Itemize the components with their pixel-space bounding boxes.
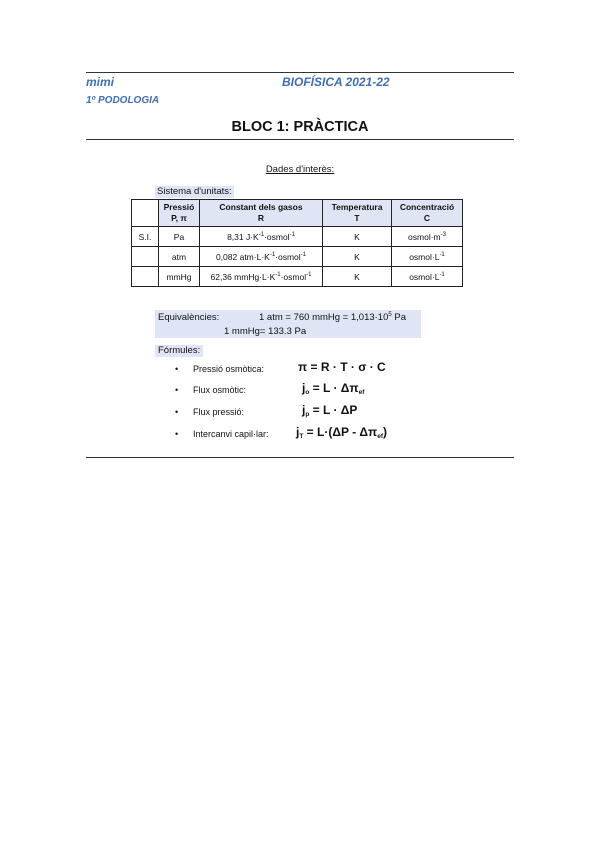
bullet: • bbox=[175, 407, 179, 417]
value-text: ·osmol bbox=[275, 251, 301, 262]
equivalences-label: Equivalències: bbox=[158, 312, 220, 323]
formula-label-osmotic-pressure: Pressió osmòtica: bbox=[193, 364, 265, 374]
value-text: 0,082 atm·L·K bbox=[215, 251, 270, 262]
page-title: BLOC 1: PRÀCTICA bbox=[231, 119, 369, 135]
formula-label-pressure-flux: Flux pressió: bbox=[193, 407, 245, 417]
formula-pressure-flux bbox=[302, 403, 357, 418]
exponent: -1 bbox=[306, 271, 312, 278]
flux-symbol: j bbox=[296, 425, 300, 439]
temperature-cell: K bbox=[323, 247, 392, 267]
value-text: osmol·L bbox=[409, 271, 440, 282]
table-row bbox=[132, 247, 463, 267]
formula-capillary-exchange bbox=[296, 425, 387, 440]
exponent: 5 bbox=[388, 312, 392, 318]
units-table bbox=[131, 199, 463, 287]
bullet: • bbox=[175, 385, 179, 395]
exponent: -1 bbox=[439, 271, 445, 278]
subject-title: BIOFÍSICA 2021-22 bbox=[282, 75, 390, 89]
equation-rhs: = L · Δπ bbox=[309, 381, 359, 395]
column-header-label: Pressió bbox=[163, 202, 195, 212]
flux-symbol: j bbox=[302, 381, 306, 395]
course-label: 1º PODOLOGIA bbox=[86, 95, 160, 106]
flux-subscript: T bbox=[299, 433, 304, 440]
equation-rhs: = L · ΔP bbox=[309, 403, 358, 417]
pressure-cell: mmHg bbox=[159, 267, 200, 287]
author-name: mimi bbox=[86, 75, 115, 89]
bullet: • bbox=[175, 364, 179, 374]
formula-osmotic-pressure: π = R · T · σ · C bbox=[298, 360, 386, 374]
exponent: -1 bbox=[275, 271, 281, 278]
flux-subscript: p bbox=[305, 411, 310, 418]
effective-subscript: ef bbox=[358, 389, 365, 396]
units-label: Sistema d'unitats: bbox=[157, 186, 232, 197]
header-top-rule bbox=[86, 72, 514, 73]
pressure-cell: Pa bbox=[159, 227, 200, 247]
system-cell bbox=[132, 247, 159, 267]
exponent: -1 bbox=[289, 231, 295, 238]
gas-constant-cell bbox=[200, 247, 323, 267]
flux-symbol: j bbox=[302, 403, 306, 417]
temperature-cell: K bbox=[323, 267, 392, 287]
value-text: 8,31 J·K bbox=[227, 231, 259, 242]
formulas-label: Fórmules: bbox=[155, 345, 203, 357]
value-text: osmol·L bbox=[409, 251, 440, 262]
exponent: -3 bbox=[440, 231, 446, 238]
equivalence-text: 1 atm = 760 mmHg = 1,013·10 bbox=[259, 312, 389, 323]
table-row bbox=[132, 267, 463, 287]
column-header-symbol: P, π bbox=[171, 213, 187, 223]
column-header-pressure bbox=[159, 200, 200, 227]
flux-subscript: o bbox=[305, 389, 310, 396]
column-header-gas-constant bbox=[200, 200, 323, 227]
column-header-symbol: C bbox=[423, 213, 431, 223]
exponent: -1 bbox=[300, 251, 307, 258]
concentration-cell bbox=[392, 227, 463, 247]
formula-label-osmotic-flux: Flux osmòtic: bbox=[193, 385, 247, 395]
bottom-rule bbox=[86, 457, 514, 458]
corner-cell bbox=[132, 200, 159, 227]
column-header-symbol: T bbox=[354, 213, 360, 223]
column-header-temperature bbox=[323, 200, 392, 227]
system-cell: S.I. bbox=[132, 227, 159, 247]
pressure-cell: atm bbox=[159, 247, 200, 267]
effective-subscript: ef bbox=[377, 433, 383, 440]
table-row bbox=[132, 227, 463, 247]
system-cell bbox=[132, 267, 159, 287]
equivalence-line-2: 1 mmHg= 133.3 Pa bbox=[224, 326, 307, 337]
equation-rhs: = L·(ΔP - Δπ bbox=[303, 425, 378, 439]
exponent: -1 bbox=[269, 251, 276, 258]
column-header-label: Constant dels gasos bbox=[219, 202, 303, 212]
formula-osmotic-flux bbox=[302, 381, 364, 396]
concentration-cell bbox=[392, 267, 463, 287]
column-header-label: Concentració bbox=[399, 202, 455, 212]
equivalence-line-1 bbox=[259, 312, 406, 323]
gas-constant-cell bbox=[200, 267, 323, 287]
concentration-cell bbox=[392, 247, 463, 267]
value-text: ·osmol bbox=[280, 271, 307, 282]
column-header-label: Temperatura bbox=[331, 202, 383, 212]
formula-label-capillary-exchange: Intercanvi capil·lar: bbox=[193, 429, 269, 439]
gas-constant-cell bbox=[200, 227, 323, 247]
equivalence-unit: Pa bbox=[391, 312, 406, 323]
value-text: osmol·m bbox=[408, 231, 441, 242]
temperature-cell: K bbox=[323, 227, 392, 247]
column-header-symbol: R bbox=[257, 213, 265, 223]
exponent: -1 bbox=[439, 251, 445, 258]
value-text: ·osmol bbox=[264, 231, 290, 242]
value-text: 62,36 mmHg·L·K bbox=[210, 271, 276, 282]
column-header-concentration bbox=[392, 200, 463, 227]
bullet: • bbox=[175, 429, 179, 439]
data-heading: Dades d'interès: bbox=[265, 164, 335, 175]
exponent: -1 bbox=[258, 231, 265, 238]
units-header-row bbox=[132, 200, 463, 227]
title-rule bbox=[86, 139, 514, 140]
closing-paren: ) bbox=[383, 425, 387, 439]
